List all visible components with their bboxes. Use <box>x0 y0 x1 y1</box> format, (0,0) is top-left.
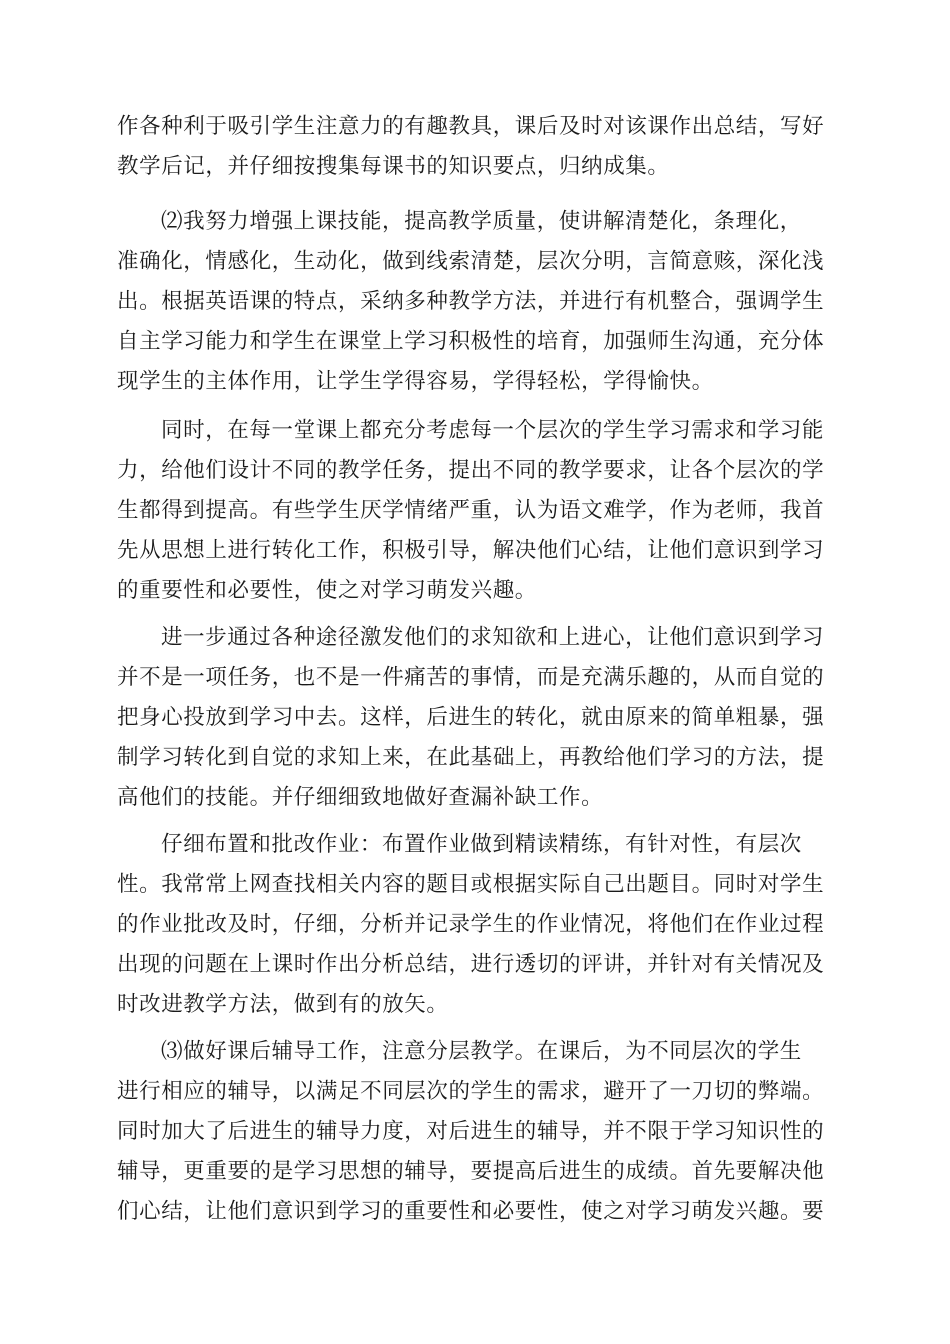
text-line: 出。根据英语课的特点，采纳多种教学方法，并进行有机整合，强调学生 <box>117 289 825 314</box>
text-line: 辅导，更重要的是学习思想的辅导，要提高后进生的成绩。首先要解决他 <box>117 1159 825 1184</box>
text-line: 先从思想上进行转化工作，积极引导，解决他们心结，让他们意识到学习 <box>117 538 825 563</box>
text-line: 制学习转化到自觉的求知上来，在此基础上，再教给他们学习的方法，提 <box>117 745 825 770</box>
paragraph-continuation <box>117 107 837 187</box>
text-line: 同时加大了后进生的辅导力度，对后进生的辅导，并不限于学习知识性的 <box>117 1119 825 1144</box>
paragraph-teaching-skills <box>117 202 837 402</box>
text-line: 教学后记，并仔细按搜集每课书的知识要点，归纳成集。 <box>117 154 670 179</box>
text-line: 的作业批改及时，仔细，分析并记录学生的作业情况，将他们在作业过程 <box>117 912 825 937</box>
text-line: 进行相应的辅导，以满足不同层次的学生的需求，避开了一刀切的弊端。 <box>117 1079 825 1104</box>
paragraph-tutoring <box>117 1032 837 1232</box>
text-line: 们心结，让他们意识到学习的重要性和必要性，使之对学习萌发兴趣。要 <box>117 1199 825 1224</box>
text-line: 准确化，情感化，生动化，做到线索清楚，层次分明，言简意赅，深化浅 <box>117 249 825 274</box>
text-line: 仔细布置和批改作业：布置作业做到精读精练，有针对性，有层次 <box>161 832 802 857</box>
text-line: ⑵我努力增强上课技能，提高教学质量，使讲解清楚化，条理化， <box>161 209 802 234</box>
text-line: 生都得到提高。有些学生厌学情绪严重，认为语文难学，作为老师，我首 <box>117 498 825 523</box>
paragraph-homework <box>117 825 837 1025</box>
text-line: 力，给他们设计不同的教学任务，提出不同的教学要求，让各个层次的学 <box>117 458 825 483</box>
text-line: 同时，在每一堂课上都充分考虑每一个层次的学生学习需求和学习能 <box>161 418 825 443</box>
text-line: 进一步通过各种途径激发他们的求知欲和上进心，让他们意识到学习 <box>161 625 825 650</box>
text-line: 高他们的技能。并仔细细致地做好查漏补缺工作。 <box>117 785 604 810</box>
text-line: 性。我常常上网查找相关内容的题目或根据实际自己出题目。同时对学生 <box>117 872 825 897</box>
text-line: 时改进教学方法，做到有的放矢。 <box>117 992 449 1017</box>
text-line: 作各种利于吸引学生注意力的有趣教具，课后及时对该课作出总结，写好 <box>117 114 825 139</box>
text-line: ⑶做好课后辅导工作，注意分层教学。在课后，为不同层次的学生 <box>161 1039 802 1064</box>
text-line: 并不是一项任务，也不是一件痛苦的事情，而是充满乐趣的，从而自觉的 <box>117 665 825 690</box>
text-line: 把身心投放到学习中去。这样，后进生的转化，就由原来的简单粗暴，强 <box>117 705 825 730</box>
text-line: 的重要性和必要性，使之对学习萌发兴趣。 <box>117 578 537 603</box>
text-line: 自主学习能力和学生在课堂上学习积极性的培育，加强师生沟通，充分体 <box>117 329 825 354</box>
text-line: 现学生的主体作用，让学生学得容易，学得轻松，学得愉快。 <box>117 369 714 394</box>
text-line: 出现的问题在上课时作出分析总结，进行透切的评讲，并针对有关情况及 <box>117 952 825 977</box>
paragraph-motivation <box>117 618 837 818</box>
paragraph-layered-teaching <box>117 411 837 611</box>
